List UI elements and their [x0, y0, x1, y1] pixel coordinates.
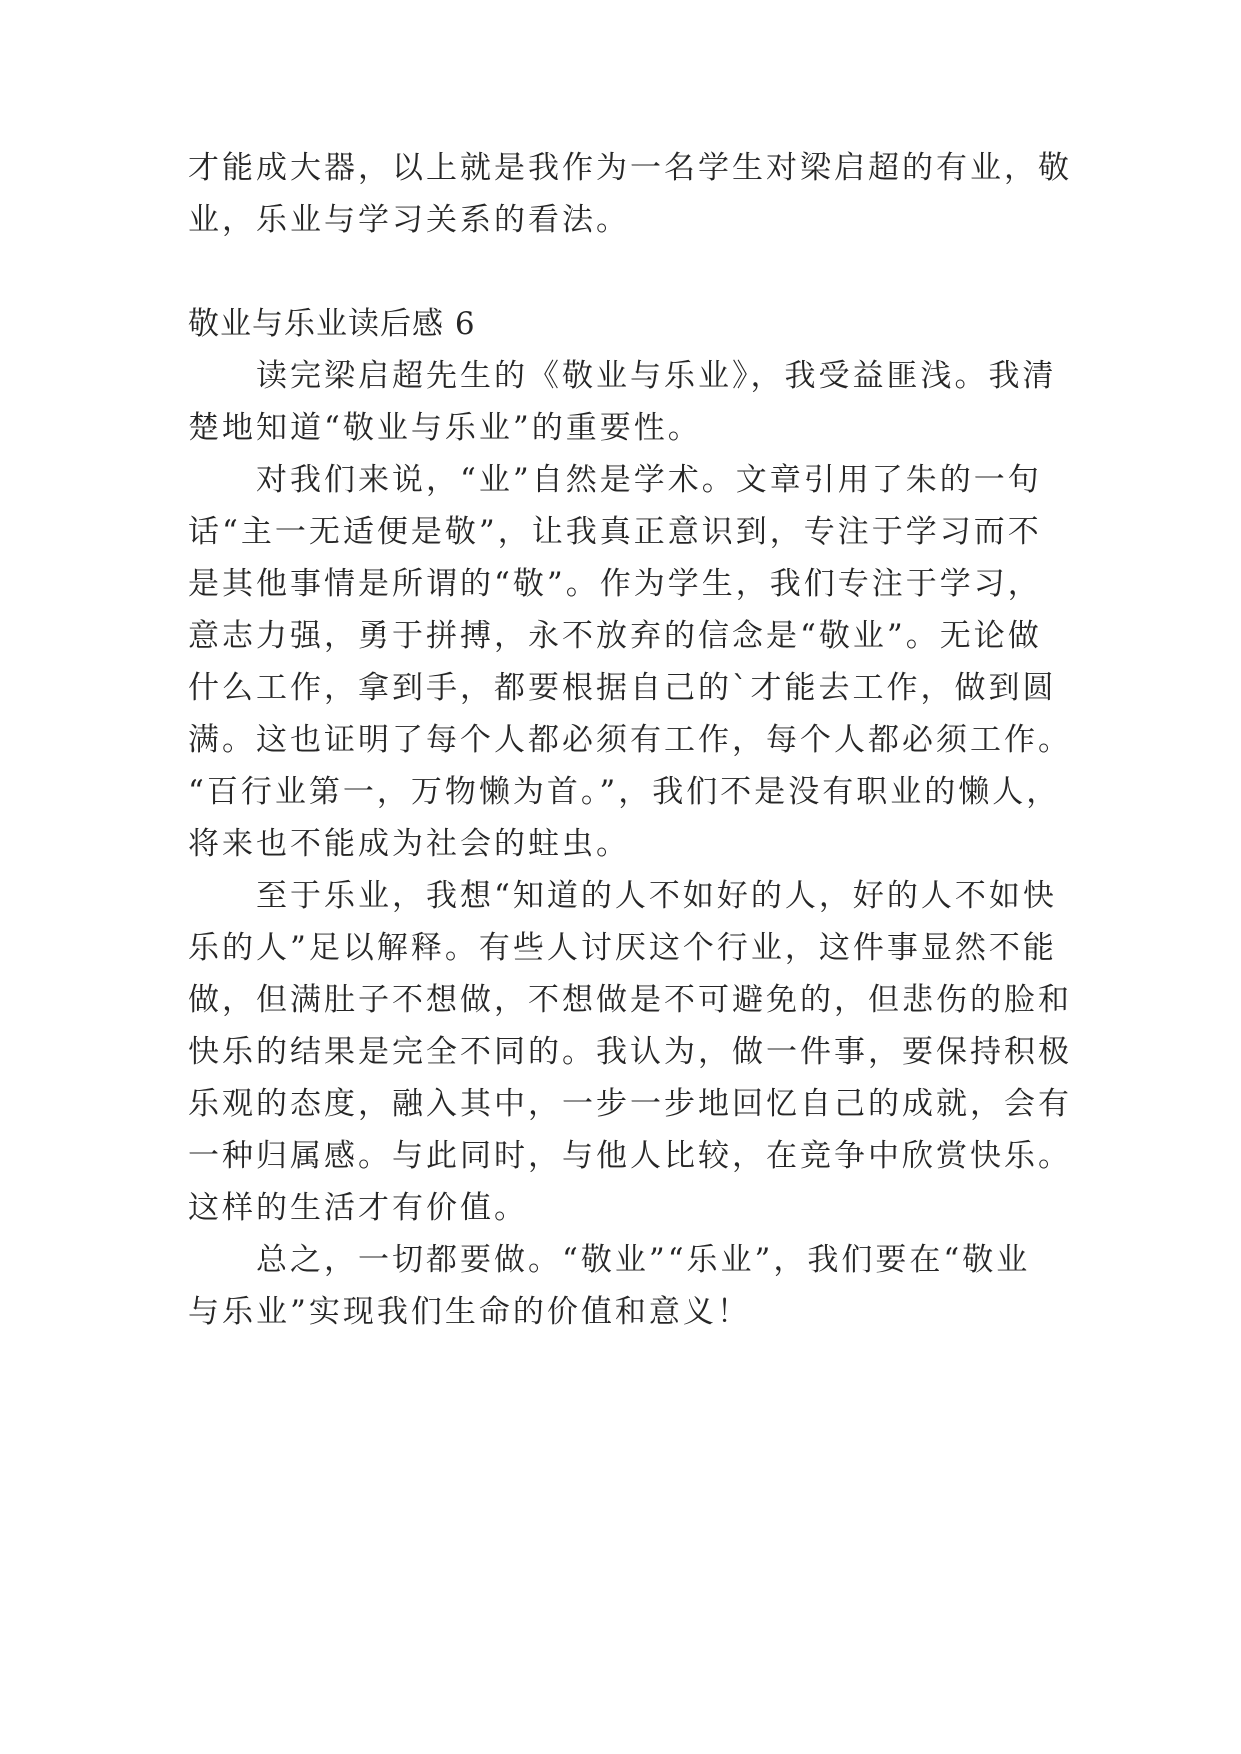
text-line: 至于乐业，我想“知道的人不如好的人，好的人不如快 [188, 878, 1057, 914]
text-line: 读完梁启超先生的《敬业与乐业》，我受益匪浅。我清 [188, 358, 1057, 394]
text-line: 将来也不能成为社会的蛀虫。 [188, 826, 630, 862]
section-heading: 敬业与乐业读后感 6 [188, 306, 476, 342]
text-line: 快乐的结果是完全不同的。我认为，做一件事，要保持积极 [188, 1034, 1072, 1070]
text-line: 才能成大器，以上就是我作为一名学生对梁启超的有业，敬 [188, 150, 1072, 186]
text-line: 话“主一无适便是敬”，让我真正意识到，专注于学习而不 [188, 514, 1042, 550]
text-line: 这样的生活才有价值。 [188, 1190, 528, 1226]
text-line: 什么工作，拿到手，都要根据自己的`才能去工作，做到圆 [188, 670, 1057, 706]
text-line: 一种归属感。与此同时，与他人比较，在竞争中欣赏快乐。 [188, 1138, 1072, 1174]
text-line: 意志力强，勇于拼搏，永不放弃的信念是“敬业”。无论做 [188, 618, 1042, 654]
text-line: 楚地知道“敬业与乐业”的重要性。 [188, 410, 702, 446]
text-line: 对我们来说，“业”自然是学术。文章引用了朱的一句 [188, 462, 1042, 498]
text-line: “百行业第一，万物懒为首。”，我们不是没有职业的懒人， [188, 774, 1061, 810]
text-line: 是其他事情是所谓的“敬”。作为学生，我们专注于学习， [188, 566, 1042, 602]
text-line: 乐的人”足以解释。有些人讨厌这个行业，这件事显然不能 [188, 930, 1057, 966]
text-line: 做，但满肚子不想做，不想做是不可避免的，但悲伤的脸和 [188, 982, 1072, 1018]
text-line: 业，乐业与学习关系的看法。 [188, 202, 630, 238]
text-line: 总之，一切都要做。“敬业”“乐业”，我们要在“敬业 [188, 1242, 1031, 1278]
text-line: 满。这也证明了每个人都必须有工作，每个人都必须工作。 [188, 722, 1072, 758]
text-line: 乐观的态度，融入其中，一步一步地回忆自己的成就，会有 [188, 1086, 1072, 1122]
text-line: 与乐业”实现我们生命的价值和意义！ [188, 1294, 751, 1330]
